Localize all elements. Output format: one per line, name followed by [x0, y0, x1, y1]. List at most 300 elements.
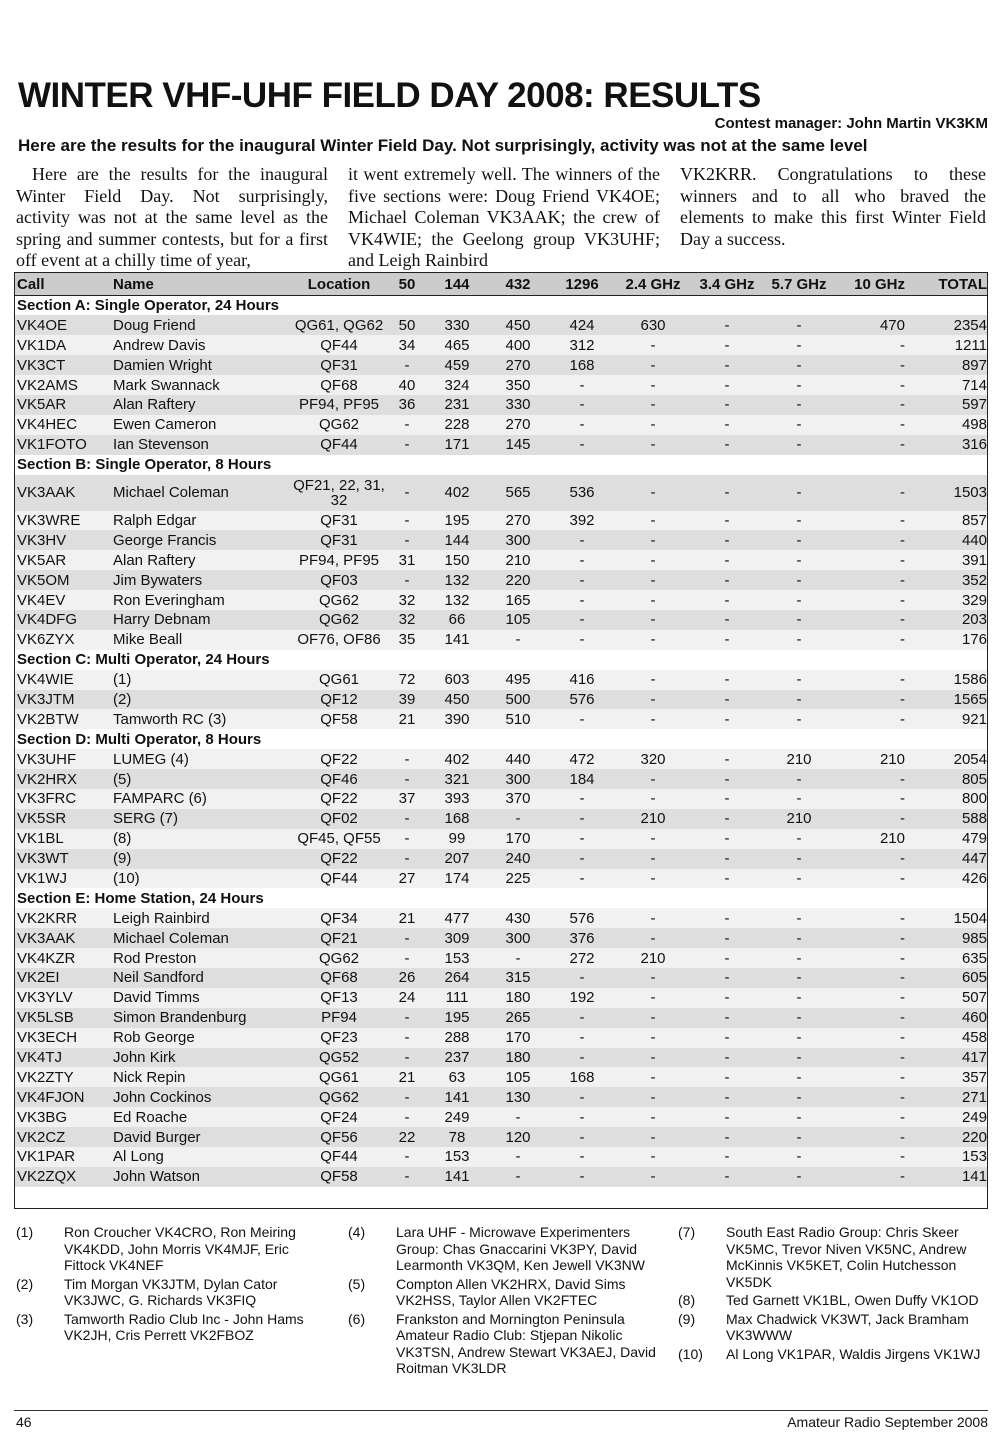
- table-row: [15, 670, 988, 690]
- table-cell: -: [691, 475, 763, 511]
- table-cell: 132: [427, 590, 487, 610]
- table-cell: Jim Bywaters: [111, 570, 291, 590]
- table-cell: 576: [549, 690, 615, 710]
- footnote-item: [678, 1292, 988, 1309]
- table-cell: -: [763, 630, 835, 650]
- table-cell: 390: [427, 709, 487, 729]
- table-cell: -: [691, 415, 763, 435]
- table-row: [15, 1048, 988, 1068]
- table-cell: -: [615, 395, 691, 415]
- table-cell: VK3JTM: [15, 690, 111, 710]
- table-cell: -: [615, 1087, 691, 1107]
- table-cell: -: [387, 1167, 427, 1187]
- table-cell: -: [763, 610, 835, 630]
- table-cell: -: [387, 1028, 427, 1048]
- footnotes-column-3: [678, 1224, 988, 1364]
- intro-column-1: Here are the results for the inaugural Winter Field Day. Not surprisingly, activity was not at the same level as the spring and summer contests, but for a first off event at a chilly time of year,: [16, 164, 328, 270]
- table-cell: Leigh Rainbird: [111, 908, 291, 928]
- table-cell: PF94, PF95: [291, 395, 387, 415]
- table-cell: -: [691, 670, 763, 690]
- table-cell: QF22: [291, 749, 387, 769]
- footnote-number: (7): [678, 1224, 696, 1240]
- table-cell: 264: [427, 968, 487, 988]
- table-cell: John Kirk: [111, 1048, 291, 1068]
- footnote-number: (2): [16, 1275, 34, 1292]
- table-cell: VK1FOTO: [15, 435, 111, 455]
- table-cell: -: [387, 570, 427, 590]
- table-cell: VK5OM: [15, 570, 111, 590]
- table-cell: 21: [387, 709, 427, 729]
- table-row: [15, 335, 988, 355]
- table-cell: -: [835, 570, 907, 590]
- table-row: [15, 630, 988, 650]
- table-cell: -: [615, 1107, 691, 1127]
- table-cell: 416: [549, 670, 615, 690]
- table-cell: -: [763, 1167, 835, 1187]
- table-cell: -: [615, 928, 691, 948]
- table-cell: 498: [907, 415, 988, 435]
- table-cell: VK3AAK: [15, 928, 111, 948]
- table-cell: -: [835, 869, 907, 889]
- table-cell: -: [615, 475, 691, 511]
- table-cell: QF02: [291, 809, 387, 829]
- footnote-item: [16, 1311, 316, 1344]
- table-cell: -: [835, 908, 907, 928]
- table-cell: 330: [427, 315, 487, 335]
- footnote-item: [16, 1224, 316, 1274]
- table-row: [15, 988, 988, 1008]
- table-cell: George Francis: [111, 530, 291, 550]
- table-cell: -: [763, 435, 835, 455]
- table-cell: -: [615, 435, 691, 455]
- table-cell: -: [549, 1087, 615, 1107]
- table-cell: -: [387, 849, 427, 869]
- table-cell: 897: [907, 355, 988, 375]
- table-cell: 450: [487, 315, 549, 335]
- table-cell: VK4HEC: [15, 415, 111, 435]
- table-cell: 176: [907, 630, 988, 650]
- table-cell: -: [763, 1028, 835, 1048]
- table-cell: -: [835, 550, 907, 570]
- table-cell: -: [387, 1107, 427, 1127]
- table-cell: 635: [907, 948, 988, 968]
- table-cell: -: [615, 1167, 691, 1187]
- table-cell: -: [615, 1008, 691, 1028]
- table-cell: 40: [387, 375, 427, 395]
- table-cell: -: [387, 1147, 427, 1167]
- table-cell: -: [691, 630, 763, 650]
- table-cell: QF31: [291, 355, 387, 375]
- column-header: TOTAL: [907, 273, 988, 296]
- table-cell: VK2AMS: [15, 375, 111, 395]
- section-header-row: [15, 455, 988, 475]
- table-cell: -: [763, 769, 835, 789]
- table-cell: 72: [387, 670, 427, 690]
- table-cell: -: [615, 1067, 691, 1087]
- table-cell: 220: [907, 1127, 988, 1147]
- table-cell: QF31: [291, 530, 387, 550]
- table-cell: 184: [549, 769, 615, 789]
- table-cell: -: [691, 1107, 763, 1127]
- section-header-row: [15, 296, 988, 316]
- table-cell: -: [691, 1028, 763, 1048]
- table-cell: VK4DFG: [15, 610, 111, 630]
- table-cell: VK2CZ: [15, 1127, 111, 1147]
- table-cell: -: [835, 630, 907, 650]
- table-cell: 210: [487, 550, 549, 570]
- table-cell: -: [763, 335, 835, 355]
- footnote-text: Al Long VK1PAR, Waldis Jirgens VK1WJ: [726, 1345, 981, 1362]
- table-cell: -: [549, 1127, 615, 1147]
- table-cell: 320: [615, 749, 691, 769]
- table-cell: -: [763, 415, 835, 435]
- table-cell: -: [763, 570, 835, 590]
- table-cell: -: [835, 968, 907, 988]
- footnote-item: [348, 1276, 664, 1309]
- table-cell: -: [691, 908, 763, 928]
- table-cell: 1565: [907, 690, 988, 710]
- table-cell: 150: [427, 550, 487, 570]
- table-cell: -: [549, 1008, 615, 1028]
- table-cell: -: [615, 829, 691, 849]
- table-cell: VK4KZR: [15, 948, 111, 968]
- table-cell: 330: [487, 395, 549, 415]
- table-cell: QG62: [291, 1087, 387, 1107]
- table-cell: Andrew Davis: [111, 335, 291, 355]
- results-table: [15, 273, 988, 1187]
- table-cell: 249: [427, 1107, 487, 1127]
- table-cell: 465: [427, 335, 487, 355]
- table-cell: VK5LSB: [15, 1008, 111, 1028]
- table-row: [15, 590, 988, 610]
- table-cell: 111: [427, 988, 487, 1008]
- table-row: [15, 435, 988, 455]
- table-cell: -: [549, 530, 615, 550]
- table-cell: -: [691, 355, 763, 375]
- table-row: [15, 355, 988, 375]
- table-cell: 171: [427, 435, 487, 455]
- table-row: [15, 315, 988, 335]
- table-cell: -: [763, 511, 835, 531]
- column-header: Name: [111, 273, 291, 296]
- table-cell: -: [549, 869, 615, 889]
- table-cell: 207: [427, 849, 487, 869]
- section-header-row: [15, 729, 988, 749]
- table-cell: -: [763, 968, 835, 988]
- table-row: [15, 1008, 988, 1028]
- table-cell: -: [615, 1028, 691, 1048]
- table-cell: -: [549, 395, 615, 415]
- table-cell: -: [549, 1167, 615, 1187]
- table-cell: -: [763, 690, 835, 710]
- footnote-number: (5): [348, 1275, 366, 1292]
- table-cell: -: [615, 1147, 691, 1167]
- table-cell: -: [615, 630, 691, 650]
- table-cell: 180: [487, 1048, 549, 1068]
- table-cell: -: [763, 530, 835, 550]
- footnote-text: Tamworth Radio Club Inc - John Hams VK2JH, Cris Perrett VK2FBOZ: [64, 1310, 304, 1343]
- table-cell: 426: [907, 869, 988, 889]
- table-cell: 605: [907, 968, 988, 988]
- table-cell: 24: [387, 988, 427, 1008]
- table-cell: QG62: [291, 948, 387, 968]
- table-cell: 565: [487, 475, 549, 511]
- table-cell: -: [691, 968, 763, 988]
- table-cell: QF12: [291, 690, 387, 710]
- table-cell: Tamworth RC (3): [111, 709, 291, 729]
- table-cell: QG61, QG62: [291, 315, 387, 335]
- section-title: Section D: Multi Operator, 8 Hours: [17, 730, 262, 748]
- table-cell: 447: [907, 849, 988, 869]
- table-cell: QF34: [291, 908, 387, 928]
- footnote-item: [678, 1224, 988, 1290]
- table-cell: 450: [427, 690, 487, 710]
- table-cell: VK3UHF: [15, 749, 111, 769]
- table-cell: -: [835, 1167, 907, 1187]
- table-cell: 370: [487, 789, 549, 809]
- table-cell: VK2ZTY: [15, 1067, 111, 1087]
- table-cell: -: [763, 670, 835, 690]
- table-cell: Mike Beall: [111, 630, 291, 650]
- table-cell: -: [549, 550, 615, 570]
- table-cell: Alan Raftery: [111, 395, 291, 415]
- table-row: [15, 1067, 988, 1087]
- table-cell: QF44: [291, 435, 387, 455]
- table-row: [15, 375, 988, 395]
- table-cell: (9): [111, 849, 291, 869]
- table-cell: 400: [487, 335, 549, 355]
- table-cell: Rob George: [111, 1028, 291, 1048]
- table-cell: 393: [427, 789, 487, 809]
- table-row: [15, 968, 988, 988]
- table-cell: 324: [427, 375, 487, 395]
- table-cell: -: [615, 415, 691, 435]
- table-cell: 210: [763, 809, 835, 829]
- intro-column-2: it went extremely well. The winners of the five sections were: Doug Friend VK4OE; Michael Coleman VK3AAK; the crew of VK4WIE; the Geelong group VK3UHF; and Leigh Rainbird: [348, 164, 660, 270]
- footnote-number: (1): [16, 1224, 34, 1240]
- table-cell: 141: [427, 630, 487, 650]
- table-cell: 22: [387, 1127, 427, 1147]
- table-cell: (2): [111, 690, 291, 710]
- table-row: [15, 610, 988, 630]
- table-cell: -: [615, 670, 691, 690]
- article-subtitle: Here are the results for the inaugural Winter Field Day. Not surprisingly, activity was not at the same level: [18, 136, 868, 155]
- table-cell: -: [387, 475, 427, 511]
- table-cell: 32: [387, 590, 427, 610]
- table-cell: -: [763, 1087, 835, 1107]
- table-cell: Ian Stevenson: [111, 435, 291, 455]
- table-cell: 231: [427, 395, 487, 415]
- table-cell: -: [691, 749, 763, 769]
- table-cell: 352: [907, 570, 988, 590]
- table-cell: -: [549, 610, 615, 630]
- table-cell: 192: [549, 988, 615, 1008]
- table-cell: 1211: [907, 335, 988, 355]
- table-cell: -: [691, 1008, 763, 1028]
- table-row: [15, 1127, 988, 1147]
- table-cell: 510: [487, 709, 549, 729]
- table-cell: QF21: [291, 928, 387, 948]
- table-cell: 270: [487, 415, 549, 435]
- table-cell: -: [691, 928, 763, 948]
- table-cell: 21: [387, 1067, 427, 1087]
- table-cell: SERG (7): [111, 809, 291, 829]
- column-header: 144: [427, 273, 487, 296]
- table-cell: 424: [549, 315, 615, 335]
- table-cell: -: [763, 315, 835, 335]
- table-cell: -: [835, 670, 907, 690]
- table-cell: VK3HV: [15, 530, 111, 550]
- table-cell: -: [691, 1127, 763, 1147]
- table-cell: -: [691, 709, 763, 729]
- table-cell: -: [835, 511, 907, 531]
- table-cell: 141: [427, 1087, 487, 1107]
- table-cell: Alan Raftery: [111, 550, 291, 570]
- table-cell: 430: [487, 908, 549, 928]
- table-cell: -: [615, 355, 691, 375]
- table-cell: Nick Repin: [111, 1067, 291, 1087]
- table-cell: -: [387, 1048, 427, 1068]
- table-row: [15, 415, 988, 435]
- table-cell: Doug Friend: [111, 315, 291, 335]
- table-cell: 270: [487, 511, 549, 531]
- table-cell: 141: [427, 1167, 487, 1187]
- table-cell: 597: [907, 395, 988, 415]
- table-cell: -: [763, 928, 835, 948]
- table-cell: 272: [549, 948, 615, 968]
- table-cell: John Watson: [111, 1167, 291, 1187]
- table-cell: VK3WRE: [15, 511, 111, 531]
- table-cell: QF03: [291, 570, 387, 590]
- table-row: [15, 1107, 988, 1127]
- table-row: [15, 789, 988, 809]
- table-cell: -: [549, 415, 615, 435]
- table-cell: VK2BTW: [15, 709, 111, 729]
- table-row: [15, 1167, 988, 1187]
- table-row: [15, 690, 988, 710]
- footnote-text: Ron Croucher VK4CRO, Ron Meiring VK4KDD, John Morris VK4MJF, Eric Fittock VK4NEF: [64, 1224, 296, 1273]
- table-cell: QF68: [291, 968, 387, 988]
- table-cell: 21: [387, 908, 427, 928]
- column-header: Location: [291, 273, 387, 296]
- table-cell: -: [387, 948, 427, 968]
- table-cell: VK1BL: [15, 829, 111, 849]
- table-cell: -: [835, 1008, 907, 1028]
- table-cell: 39: [387, 690, 427, 710]
- table-cell: -: [763, 355, 835, 375]
- section-title: Section B: Single Operator, 8 Hours: [17, 456, 272, 474]
- table-cell: 168: [427, 809, 487, 829]
- table-cell: 220: [487, 570, 549, 590]
- column-header: 5.7 GHz: [763, 273, 835, 296]
- table-cell: 1504: [907, 908, 988, 928]
- table-row: [15, 809, 988, 829]
- table-cell: VK1PAR: [15, 1147, 111, 1167]
- table-cell: -: [691, 789, 763, 809]
- table-cell: 588: [907, 809, 988, 829]
- table-cell: 270: [487, 355, 549, 375]
- table-cell: FAMPARC (6): [111, 789, 291, 809]
- table-cell: 195: [427, 1008, 487, 1028]
- table-cell: VK3CT: [15, 355, 111, 375]
- table-row: [15, 511, 988, 531]
- table-cell: -: [835, 395, 907, 415]
- table-cell: 195: [427, 511, 487, 531]
- table-cell: 240: [487, 849, 549, 869]
- section-title: Section C: Multi Operator, 24 Hours: [17, 651, 270, 669]
- table-cell: 417: [907, 1048, 988, 1068]
- table-cell: -: [835, 1067, 907, 1087]
- table-cell: 99: [427, 829, 487, 849]
- table-cell: -: [387, 928, 427, 948]
- table-cell: -: [763, 1067, 835, 1087]
- table-cell: 376: [549, 928, 615, 948]
- table-cell: -: [691, 829, 763, 849]
- table-cell: 170: [487, 1028, 549, 1048]
- footnote-number: (4): [348, 1224, 366, 1240]
- table-cell: Harry Debnam: [111, 610, 291, 630]
- table-cell: VK2KRR: [15, 908, 111, 928]
- footnote-item: [348, 1311, 664, 1377]
- table-cell: VK4EV: [15, 590, 111, 610]
- table-cell: VK1DA: [15, 335, 111, 355]
- table-cell: -: [835, 948, 907, 968]
- table-cell: 1503: [907, 475, 988, 511]
- table-cell: -: [763, 948, 835, 968]
- table-cell: -: [763, 1048, 835, 1068]
- table-cell: -: [763, 590, 835, 610]
- table-cell: VK4FJON: [15, 1087, 111, 1107]
- table-cell: -: [387, 829, 427, 849]
- table-cell: -: [835, 849, 907, 869]
- footnotes-column-1: [16, 1224, 316, 1346]
- table-cell: Simon Brandenburg: [111, 1008, 291, 1028]
- footnote-number: (10): [678, 1345, 703, 1362]
- table-row: [15, 928, 988, 948]
- table-cell: 35: [387, 630, 427, 650]
- table-cell: VK6ZYX: [15, 630, 111, 650]
- table-cell: VK3FRC: [15, 789, 111, 809]
- table-cell: -: [763, 475, 835, 511]
- table-cell: QF24: [291, 1107, 387, 1127]
- table-row: [15, 550, 988, 570]
- table-cell: QF56: [291, 1127, 387, 1147]
- table-cell: -: [549, 435, 615, 455]
- table-cell: Ed Roache: [111, 1107, 291, 1127]
- table-cell: 477: [427, 908, 487, 928]
- table-cell: -: [835, 1028, 907, 1048]
- table-cell: 132: [427, 570, 487, 590]
- table-cell: 357: [907, 1067, 988, 1087]
- table-cell: -: [835, 1147, 907, 1167]
- table-cell: (1): [111, 670, 291, 690]
- table-cell: VK2HRX: [15, 769, 111, 789]
- table-cell: QG62: [291, 415, 387, 435]
- table-cell: 300: [487, 769, 549, 789]
- table-cell: -: [691, 315, 763, 335]
- table-cell: 714: [907, 375, 988, 395]
- table-cell: Damien Wright: [111, 355, 291, 375]
- table-cell: -: [763, 789, 835, 809]
- results-table-frame: [14, 272, 988, 1209]
- table-cell: (5): [111, 769, 291, 789]
- table-cell: 153: [907, 1147, 988, 1167]
- table-row: [15, 749, 988, 769]
- table-cell: 32: [387, 610, 427, 630]
- table-cell: -: [763, 1147, 835, 1167]
- table-cell: (10): [111, 869, 291, 889]
- table-cell: 479: [907, 829, 988, 849]
